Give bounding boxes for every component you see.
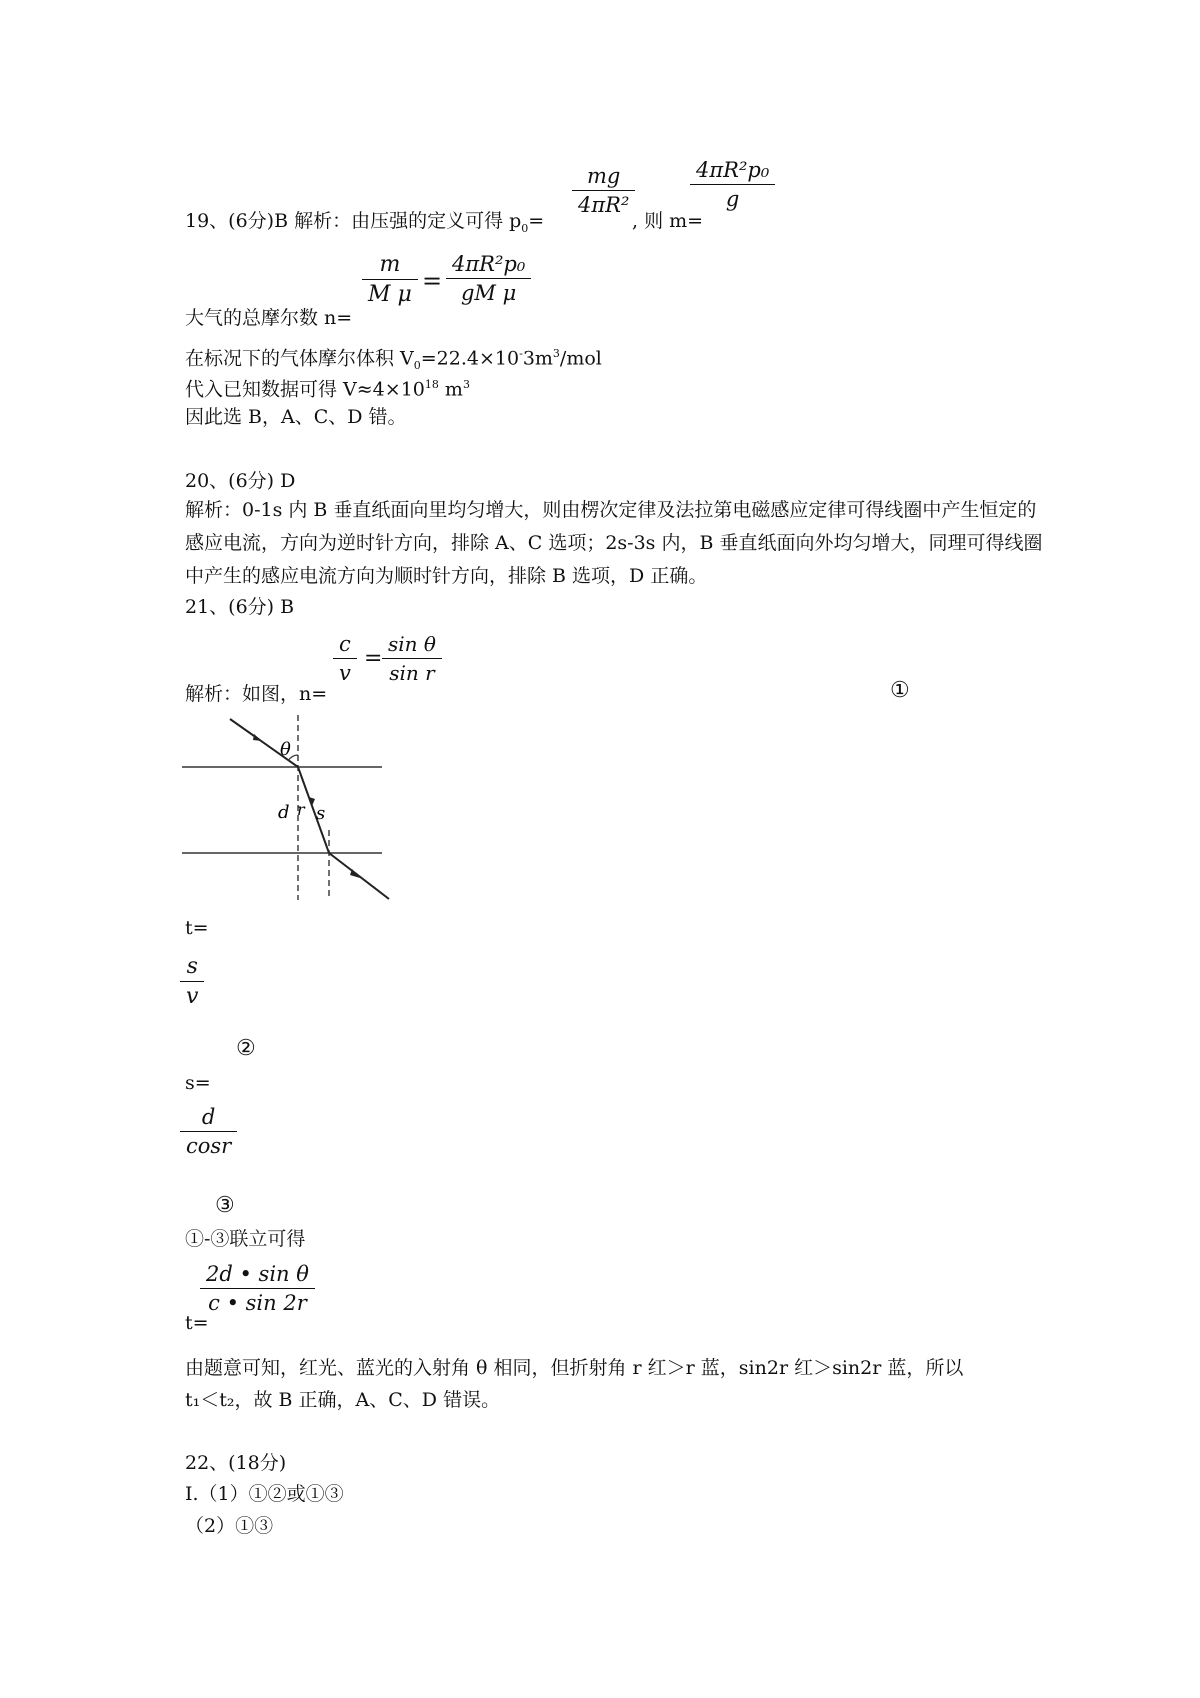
s-label: s= (185, 1072, 211, 1094)
fraction-p0 (572, 164, 635, 217)
fraction-t-result (200, 1262, 315, 1315)
q19-molar-volume: 在标况下的气体摩尔体积 $V_0=22.4\times 10^-3m^3$/mol (185, 347, 602, 373)
t-label: t= (185, 917, 209, 939)
fraction-denominator: v (186, 984, 199, 1009)
q21-index-label: 解析：如图，n= (185, 683, 328, 705)
fraction-numerator: sin θ (382, 632, 442, 659)
fraction-s-over-v (180, 954, 204, 1009)
q21-title: 21、(6分) B (185, 596, 295, 618)
fraction-denominator: c • sin 2r (208, 1291, 307, 1315)
fraction-denominator: g (725, 187, 740, 211)
fraction-numerator: d (180, 1105, 237, 1132)
fraction-denominator: gM μ (460, 281, 517, 305)
fraction-numerator: c (333, 632, 357, 659)
theta-label: θ (280, 739, 291, 760)
fraction-numerator: 4πR²p₀ (446, 252, 531, 279)
q22-item-1: Ⅰ.（1）①②或①③ (185, 1483, 344, 1505)
fraction-numerator: 2d • sin θ (200, 1262, 315, 1289)
fraction-numerator: m (362, 252, 418, 280)
incident-arrow-icon (253, 734, 262, 741)
q20-title: 20、(6分) D (185, 470, 296, 492)
fraction-numerator: s (180, 954, 204, 982)
equals-sign: = (422, 267, 443, 295)
q21-combine: ①-③联立可得 (185, 1228, 306, 1250)
fraction-denominator: M μ (368, 282, 412, 307)
t-result-label: t= (185, 1312, 209, 1334)
q19-conclusion: 因此选 B，A、C、D 错。 (185, 406, 407, 428)
q21-result-line2: t₁＜t₂，故 B 正确，A、C、D 错误。 (185, 1389, 501, 1411)
q19-mole-count: 大气的总摩尔数 n= (185, 307, 353, 329)
q20-explanation: 解析：0-1s 内 B 垂直纸面向里均匀增大，则由楞次定律及法拉第电磁感应定律可得线圈中产生恒定的感应电流，方向为逆时针方向，排除 A、C 选项；2s-3s 内，B 垂直纸面向外均匀增大，同理可得线圈中产生的感应电流方向为顺时针方向，排除 B 选项，D 正确。 (185, 499, 1043, 587)
refraction-diagram (182, 715, 412, 905)
fraction-c-over-v (333, 632, 357, 685)
equation-mark-1: ① (890, 678, 910, 703)
emergent-ray (329, 853, 389, 899)
q19-volume-result: 代入已知数据可得 $V\approx 4\times 10^{18}$ $m^3$ (185, 378, 470, 401)
fraction-denominator: 4πR² (578, 193, 630, 217)
fraction-m (690, 158, 775, 211)
q22-item-2: （2）①③ (185, 1515, 274, 1537)
fraction-n-left (362, 252, 418, 307)
q19-then-m: , 则 m= (632, 210, 704, 232)
fraction-n-right (446, 252, 531, 305)
q21-result-line1: 由题意可知，红光、蓝光的入射角 θ 相同，但折射角 r 红＞r 蓝，sin2r 红＞sin2r 蓝，所以 (185, 1357, 964, 1379)
fraction-denominator: v (339, 661, 351, 685)
fraction-d-over-cos (180, 1105, 237, 1158)
equation-mark-3: ③ (215, 1193, 235, 1218)
r-label: r (297, 800, 305, 819)
s-label: s (316, 803, 326, 824)
equals-sign: = (364, 646, 383, 671)
fraction-denominator: cosr (186, 1134, 232, 1158)
d-label: d (278, 802, 290, 823)
fraction-numerator: 4πR²p₀ (690, 158, 775, 185)
q19-first-line: 19、(6分)B 解析：由压强的定义可得 $p_0=$ (185, 210, 545, 235)
fraction-sin-ratio (382, 632, 442, 685)
fraction-numerator: mg (572, 164, 635, 191)
fraction-denominator: sin r (389, 661, 435, 685)
q22-title: 22、(18分) (185, 1452, 287, 1474)
equation-mark-2: ② (236, 1036, 256, 1061)
